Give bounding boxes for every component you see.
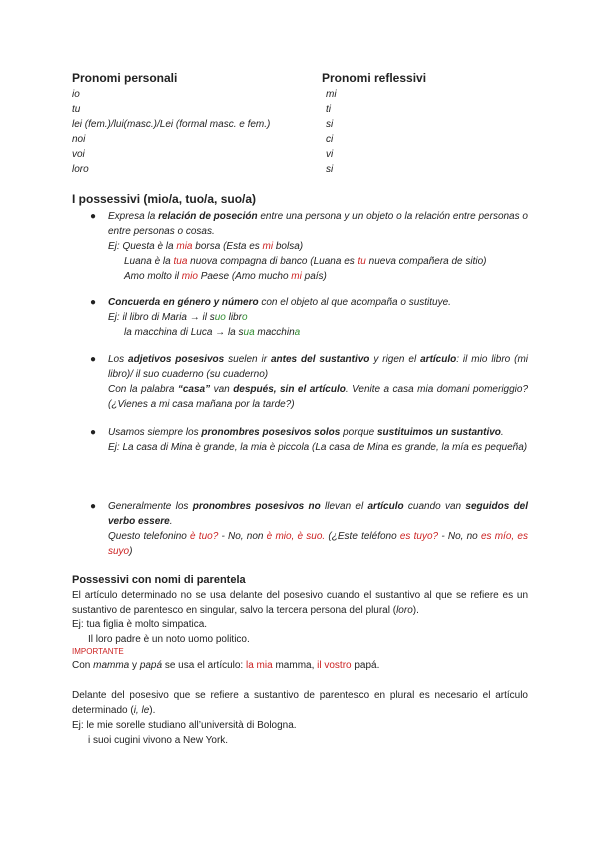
possessivi-rule-5: Generalmente los pronombres posesivos no llevan el artículo cuando van seguidos del verbo essere. Questo telefonino è tuo? - No, non è mio, è suo. (¿Este teléfono es tuyo? - No, no es mío, es suyo) xyxy=(108,501,529,557)
list-item: ci xyxy=(326,134,334,145)
important-label: IMPORTANTE xyxy=(72,647,124,656)
possessivi-rule-2: Concuerda en género y número con el objeto al que acompaña o sustituye. Ej: il libro di Maria → il suo libro la macchina di Luca → la sua macchina xyxy=(108,297,451,338)
list-item: vi xyxy=(326,149,334,160)
reflexive-pronouns-title: Pronomi reflessivi xyxy=(322,71,427,85)
parentela-example-1: Ej: tua figlia è molto simpatica. xyxy=(72,619,208,630)
parentela-rule-2: Delante del posesivo que se refiere a sustantivo de parentesco en plural es necesario el artículo determinado (i, le). xyxy=(72,690,528,716)
list-item: si xyxy=(326,164,334,175)
bullet-icon: ● xyxy=(90,211,97,222)
possessivi-rule-4: Usamos siempre los pronombres posesivos solos porque sustituimos un sustantivo. Ej: La casa di Mina è grande, la mia è piccola (La casa de Mina es grande, la mía es pequeña) xyxy=(108,427,528,453)
bullet-icon: ● xyxy=(90,427,97,438)
parentela-example-4: i suoi cugini vivono a New York. xyxy=(88,735,229,746)
bullet-icon: ● xyxy=(90,501,97,512)
possessivi-title: I possessivi (mio/a, tuo/a, suo/a) xyxy=(72,192,257,206)
reflexive-pronoun-list xyxy=(326,87,337,177)
parentela-title: Possessivi con nomi di parentela xyxy=(72,574,246,586)
list-item: mi xyxy=(326,89,337,100)
mamma-papa-rule: Con mamma y papá se usa el artículo: la mia mamma, il vostro papá. xyxy=(72,660,380,671)
bullet-icon: ● xyxy=(90,297,97,308)
list-item: si xyxy=(326,119,334,130)
parentela-example-2: Il loro padre è un noto uomo politico. xyxy=(88,634,250,645)
list-item: loro xyxy=(72,164,89,175)
list-item: ti xyxy=(326,104,331,115)
list-item: lei (fem.)/lui(masc.)/Lei (formal masc. e fem.) xyxy=(72,119,271,130)
personal-pronoun-list xyxy=(72,87,270,177)
personal-pronouns-title: Pronomi personali xyxy=(72,71,178,85)
list-item: io xyxy=(72,89,80,100)
list-item: voi xyxy=(72,149,85,160)
list-item: tu xyxy=(72,104,81,115)
parentela-rule-1: El artículo determinado no se usa delante del posesivo cuando el sustantivo al que se refiere es un sustantivo de parentesco en singular, salvo la tercera persona del plural (loro). xyxy=(72,590,528,616)
possessivi-rule-1: Expresa la relación de poseción entre una persona y un objeto o la relación entre personas o entre personas o cosas. Ej: Questa è la mia borsa (Esta es mi bolsa) Luana è la tua nuova compagna di banco (Luana es tu nueva compañera de sitio) Amo molto il mio Paese (Amo mucho mi país) xyxy=(108,211,528,282)
bullet-icon: ● xyxy=(90,354,97,365)
list-item: noi xyxy=(72,134,86,145)
parentela-example-3: Ej: le mie sorelle studiano all’università di Bologna. xyxy=(72,720,297,731)
possessivi-rule-3: Los adjetivos posesivos suelen ir antes del sustantivo y rigen el artículo: il mio libro (mi libro)/ il suo cuaderno (su cuaderno) Con la palabra “casa” van después, sin el artículo. Venite a casa mia domani pomeriggio? (¿Vienes a mi casa mañana por la tarde?) xyxy=(108,354,529,410)
